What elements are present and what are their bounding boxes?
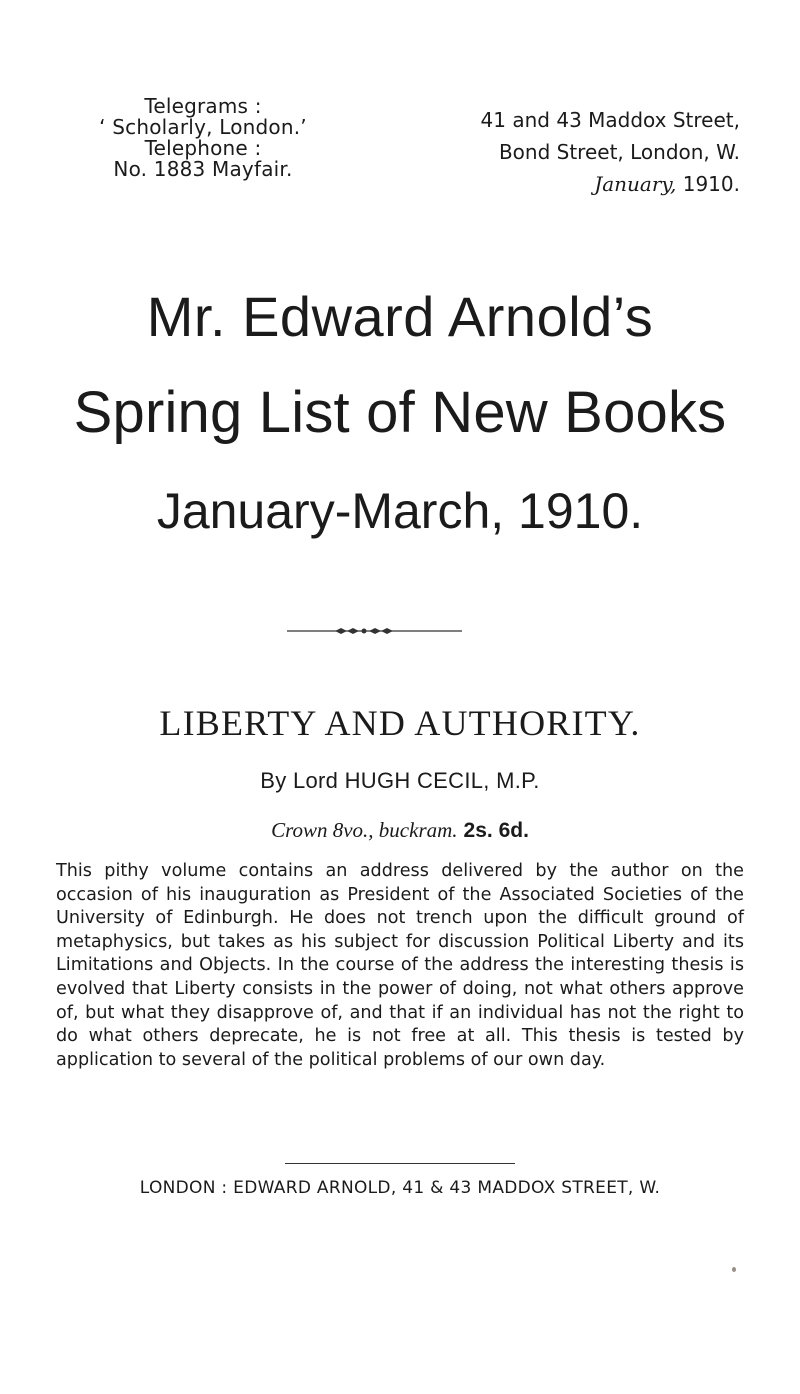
header-address-block (410, 104, 740, 200)
list-title: Spring List of New Books (73, 380, 727, 445)
header-contact-block (78, 96, 328, 180)
list-period: January-March, 1910. (156, 483, 644, 539)
publisher-imprint: LONDON : EDWARD ARNOLD, 41 & 43 MADDOX STREET, W. (139, 1178, 661, 1198)
book-author: By Lord HUGH CECIL, M.P. (260, 768, 540, 793)
address-line-2: Bond Street, London, W. (498, 140, 740, 164)
book-price: 2s. 6d. (463, 819, 529, 842)
ornament-divider (287, 625, 462, 637)
footer-rule (285, 1163, 515, 1164)
book-title: LIBERTY AND AUTHORITY. (159, 703, 641, 743)
book-description: This pithy volume contains an address delivered by the author on the occasion of his inauguration as President of the Associated Societies of the University of Edinburgh. He does not trench upon the difficult ground of metaphysics, but takes as his subject for discussion Political Liberty and its Limitations and Objects. In the course of the address the interesting thesis is evolved that Liberty consists in the power of doing, not what others approve of, but what they disapprove of, and that if an individual has not the right to do what others deprecate, he is not free at all. This thesis is tested by application to several of the political problems of our own day. (56, 861, 744, 1070)
date-month: January, (594, 172, 677, 196)
header-date (410, 168, 740, 200)
telephone-number: No. 1883 Mayfair. (113, 157, 293, 181)
book-format-line (0, 816, 800, 845)
telephone-label: Telephone : (144, 136, 262, 160)
address-line-1: 41 and 43 Maddox Street, (480, 108, 740, 132)
paper-speck (732, 1267, 736, 1272)
publisher-title: Mr. Edward Arnold’s (146, 285, 654, 348)
telegrams-address: ‘ Scholarly, London.’ (99, 115, 307, 139)
book-format: Crown 8vo., buckram. (271, 818, 458, 842)
telegrams-label: Telegrams : (144, 94, 262, 118)
date-year: 1910. (682, 172, 740, 196)
